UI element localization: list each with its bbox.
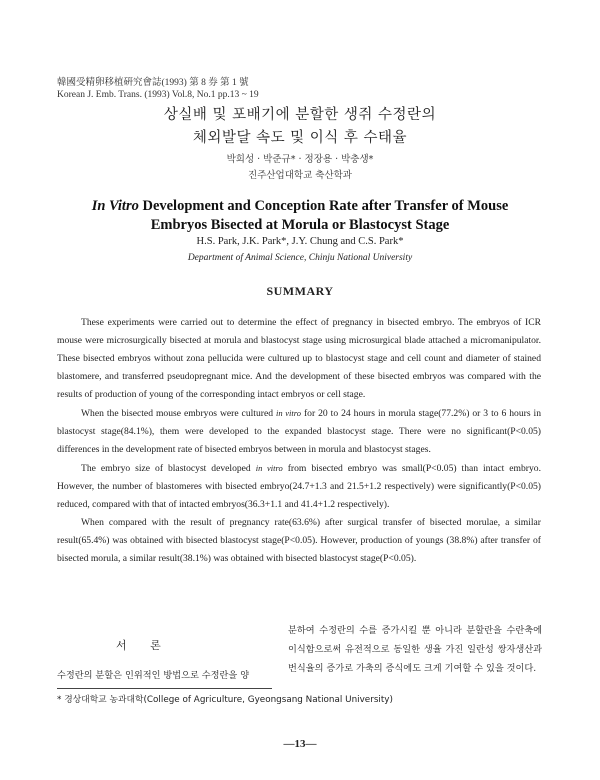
summary-paragraph-1: These experiments were carried out to determine the effect of pregnancy in bisected embryo. The embryos of ICR mouse were microsurgically bisected at morula and blastocyst stage using microsurgical blade attached a micromanipulator. These bisected embryos without zona pellucida were cultured up to blastocyst stage and cell count and diameter of stained blastomere, and transferred pseudopregnant mice. And the development of these bisected embryos was compared with the results of production of young of the corresponding intact embryos or cell stage. xyxy=(57,317,541,400)
english-title-line1 xyxy=(0,197,600,216)
summary-paragraph-2: When the bisected mouse embryos were cultured in vitro for 20 to 24 hours in morula stage(77.2%) or 3 to 6 hours in blastocyst stage(84.1%), them were developed to the expanded blastocyst stage. There were no significant(P<0.05) differences in the development rate of bisected embryos between in morula and blastocyst stages. xyxy=(57,408,541,455)
korean-title-line2: 체외발달 속도 및 이식 후 수태율 xyxy=(192,130,408,146)
journal-header-korean: 韓國受精卵移植硏究會誌(1993) 第 8 券 第 1 號 xyxy=(57,78,249,88)
department: Department of Animal Science, Chinju National University xyxy=(187,253,413,263)
footnote-rule xyxy=(57,688,272,689)
introduction-right-column: 분하여 수정란의 수를 증가시킬 뿐 아니라 분할란을 수란축에 이식함으로써 유전적으로 동일한 생율 가진 일란성 쌍자생산과 번식율의 증가로 가축의 증식에도 크게 기여할 수 있을 것이다. xyxy=(288,625,542,674)
english-title-italic: In Vitro xyxy=(91,198,139,214)
korean-affiliation: 진주산업대학교 축산학과 xyxy=(248,170,352,181)
introduction-left-column: 수정란의 분할은 인위적인 방법으로 수정란을 양 xyxy=(57,670,250,681)
summary-heading: SUMMARY xyxy=(266,284,334,298)
journal-header-english: Korean J. Emb. Trans. (1993) Vol.8, No.1 pp.13 ~ 19 xyxy=(57,90,259,100)
footnote: * 경상대학교 농과대학(College of Agriculture, Gyeongsang National University) xyxy=(57,695,393,705)
page-number: —13— xyxy=(283,738,317,750)
english-title-rest: Development and Conception Rate after Transfer of Mouse xyxy=(138,198,509,214)
summary-paragraph-3: The embryo size of blastocyst developed in vitro from bisected embryo was small(P<0.05) than intact embryo. However, the number of blastomeres with bisected embryo(24.7+1.3 and 21.5+1.2 respectively) were significantly(P<0.05) reduced, compared with that of intacted embryos(36.3+1.1 and 41.4+1.2 respectively). xyxy=(57,463,541,510)
korean-authors: 박희성 · 박준규* · 정장용 · 박충생* xyxy=(226,154,374,165)
summary-paragraph-4: When compared with the result of pregnancy rate(63.6%) after surgical transfer of bisected morulae, a similar result(65.4%) was obtained with bisected blastocyst stage(P<0.05). However, production of youngs (38.8%) after transfer of bisected morula, a similar result(38.1%) was obtained with bisected blastocyst stage(P<0.05). xyxy=(57,517,541,564)
summary-body xyxy=(57,314,541,568)
english-authors: H.S. Park, J.K. Park*, J.Y. Chung and C.S. Park* xyxy=(196,236,404,247)
english-title-line2: Embryos Bisected at Morula or Blastocyst Stage xyxy=(150,217,450,233)
korean-title-line1: 상실배 및 포배기에 분할한 생쥐 수정란의 xyxy=(163,107,437,123)
introduction-heading: 서 론 xyxy=(116,639,171,652)
